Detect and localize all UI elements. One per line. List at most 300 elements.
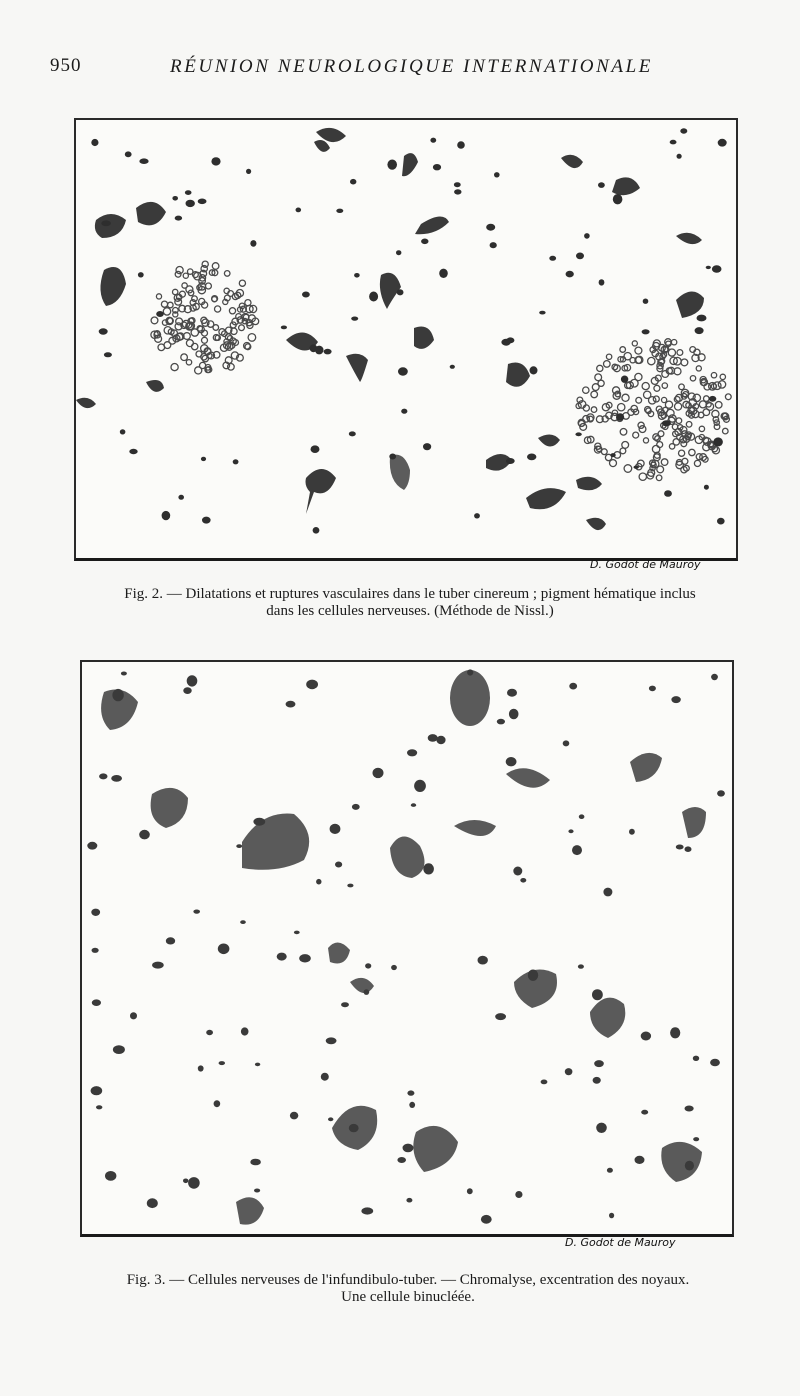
red-blood-cell (229, 308, 235, 314)
red-blood-cell (631, 379, 639, 387)
glial-nucleus (330, 824, 341, 834)
red-blood-cell (192, 343, 198, 349)
red-blood-cell (622, 442, 629, 449)
red-blood-cell (694, 460, 700, 466)
glial-nucleus (113, 1045, 125, 1054)
glial-nucleus (178, 495, 184, 500)
red-blood-cell (686, 422, 692, 428)
red-blood-cell (689, 449, 695, 455)
glial-nucleus (193, 910, 200, 914)
glial-nucleus (326, 1037, 337, 1044)
red-blood-cell (200, 362, 206, 368)
glial-nucleus (664, 490, 672, 497)
glial-nucleus (302, 292, 310, 298)
glial-nucleus (254, 1189, 260, 1193)
red-blood-cell (173, 289, 178, 294)
red-blood-cell (681, 359, 688, 366)
red-blood-cell (715, 402, 722, 409)
glial-nucleus (407, 749, 417, 756)
glial-nucleus (214, 1100, 221, 1107)
glial-nucleus (568, 829, 573, 833)
glial-nucleus (397, 289, 404, 295)
red-blood-cell (679, 450, 685, 456)
red-blood-cell (661, 459, 668, 466)
glial-nucleus (457, 141, 465, 149)
glial-nucleus (92, 999, 101, 1006)
glial-nucleus (389, 454, 396, 460)
glial-nucleus (643, 299, 649, 304)
red-blood-cell (604, 361, 611, 368)
red-blood-cell (643, 438, 648, 443)
red-blood-cell (639, 473, 646, 480)
glial-nucleus (693, 1056, 699, 1061)
red-blood-cell (163, 308, 170, 315)
red-blood-cell (642, 383, 649, 390)
glial-nucleus (183, 687, 191, 694)
red-blood-cell (632, 341, 637, 346)
red-blood-cell (652, 445, 659, 452)
glial-nucleus (598, 182, 605, 188)
pigment-laden-cell (390, 455, 410, 490)
glial-nucleus (596, 1123, 607, 1133)
glial-nucleus (138, 272, 144, 277)
glial-nucleus (530, 366, 538, 374)
red-blood-cell (161, 301, 167, 307)
glial-nucleus (474, 513, 480, 518)
glial-nucleus (497, 719, 505, 725)
red-blood-cell (668, 349, 675, 356)
red-blood-cell (591, 407, 597, 413)
glial-nucleus (467, 1188, 473, 1194)
red-blood-cell (156, 294, 161, 299)
red-blood-cell (601, 449, 607, 455)
red-blood-cell (624, 353, 631, 360)
glial-nucleus (403, 1144, 414, 1153)
figure-2-caption-line-2: dans les cellules nerveuses. (Méthode de Nissl.) (266, 603, 554, 619)
red-blood-cell (168, 302, 174, 308)
figure-2-caption (70, 586, 750, 620)
glial-nucleus (421, 239, 428, 245)
glial-nucleus (478, 956, 488, 965)
figure-2-artist-signature: D. Godot de Mauroy (590, 558, 701, 571)
red-blood-cell (662, 383, 667, 388)
glial-nucleus (125, 151, 132, 157)
glial-nucleus (541, 1080, 548, 1085)
red-blood-cell (635, 347, 642, 354)
nerve-cells (101, 670, 706, 1225)
glial-nucleus (324, 349, 332, 355)
glial-nucleus (414, 780, 426, 792)
glial-nucleus (139, 830, 150, 840)
glial-nucleus (349, 431, 356, 436)
glial-nucleus (364, 989, 370, 995)
red-blood-cell (671, 340, 676, 345)
glial-nucleus (321, 1073, 329, 1081)
red-blood-cell (248, 334, 256, 342)
glial-nucleus (166, 937, 175, 944)
glial-nucleus (299, 954, 311, 962)
red-blood-cell (597, 365, 603, 371)
glial-nucleus (662, 420, 671, 426)
glial-nucleus (111, 775, 122, 782)
glial-nucleus (706, 266, 711, 269)
red-blood-cell (164, 327, 171, 334)
glial-nucleus (685, 1106, 694, 1112)
red-blood-cell (648, 357, 655, 364)
red-blood-cell (662, 397, 667, 402)
glial-nucleus (717, 790, 725, 796)
figure-2-drawing (76, 120, 736, 558)
glial-nucleus (575, 432, 581, 436)
red-blood-cell (690, 376, 695, 381)
glial-nucleus (579, 814, 585, 819)
glial-nucleus (152, 962, 164, 969)
glial-nucleus (680, 128, 687, 133)
figure-3-caption (88, 1272, 728, 1306)
glial-nuclei (87, 669, 725, 1223)
red-blood-cell (656, 475, 662, 481)
glial-nucleus (336, 209, 343, 213)
glial-nucleus (506, 757, 517, 766)
glial-nucleus (611, 453, 616, 457)
red-blood-cell (183, 273, 188, 278)
figure-3-illustration (80, 660, 734, 1237)
red-blood-cell (606, 354, 611, 359)
glial-nucleus (563, 740, 570, 746)
glial-nucleus (481, 1215, 492, 1224)
glial-nucleus (296, 208, 302, 213)
glial-nucleus (112, 689, 123, 701)
glial-nucleus (147, 1198, 158, 1208)
glial-nucleus (685, 846, 692, 852)
red-blood-cell (699, 426, 704, 431)
red-blood-cell (205, 283, 211, 289)
glial-nucleus (250, 240, 256, 247)
glial-nucleus (198, 1065, 204, 1071)
glial-nucleus (281, 326, 287, 330)
glial-nucleus (428, 734, 438, 742)
red-blood-cell (613, 387, 620, 394)
glial-nucleus (717, 518, 725, 525)
glial-nucleus (565, 1068, 573, 1075)
glial-nucleus (697, 315, 707, 322)
glial-nucleus (430, 138, 436, 143)
glial-nucleus (712, 265, 722, 273)
glial-nucleus (172, 196, 178, 201)
red-blood-cell (624, 465, 632, 473)
red-blood-cell (636, 397, 642, 403)
red-blood-cell (675, 403, 682, 410)
figure-3-caption-line-1: Fig. 3. — Cellules nerveuses de l'infundibulo-tuber. — Chromalyse, excentration des noyaux. (126, 1272, 690, 1288)
glial-nucleus (634, 466, 639, 469)
glial-nucleus (129, 449, 137, 454)
glial-nucleus (246, 169, 251, 174)
red-blood-cell (239, 280, 245, 286)
glial-nucleus (685, 1161, 694, 1171)
glial-nucleus (515, 1191, 522, 1198)
glial-nucleus (616, 413, 624, 421)
glial-nucleus (635, 1156, 645, 1164)
glial-nucleus (718, 139, 727, 147)
glial-nucleus (328, 1117, 333, 1121)
red-blood-cell (679, 384, 685, 390)
red-blood-cell (196, 351, 202, 357)
glial-nucleus (609, 1213, 614, 1219)
glial-nucleus (695, 327, 704, 334)
red-blood-cell (725, 394, 731, 400)
glial-nucleus (670, 140, 677, 145)
glial-nucleus (423, 443, 431, 450)
glial-nucleus (572, 845, 582, 855)
glial-nucleus (286, 701, 296, 708)
glial-nucleus (423, 863, 434, 874)
glial-nucleus (411, 803, 416, 807)
red-blood-cell (620, 347, 626, 353)
blood-vessel-cluster-right (576, 339, 731, 481)
glial-nucleus (255, 1063, 260, 1067)
glial-nucleus (406, 1198, 412, 1203)
glial-nucleus (454, 189, 461, 194)
glial-nucleus (162, 511, 171, 520)
glial-nucleus (96, 1105, 102, 1109)
glial-nucleus (211, 157, 220, 165)
glial-nucleus (87, 842, 97, 850)
glial-nucleus (407, 1090, 414, 1095)
red-blood-cell (622, 394, 629, 401)
glial-nucleus (369, 292, 378, 302)
glial-nucleus (566, 271, 574, 278)
red-blood-cell (158, 344, 165, 351)
glial-nucleus (92, 948, 99, 953)
glial-nucleus (490, 242, 497, 248)
running-header-title: RÉUNION NEUROLOGIQUE INTERNATIONALE (170, 56, 653, 77)
glial-nucleus (539, 311, 545, 315)
glial-nucleus (104, 352, 112, 357)
glial-nucleus (396, 250, 401, 255)
glial-nucleus (206, 1030, 213, 1035)
glial-nucleus (290, 1112, 298, 1120)
red-blood-cell (224, 271, 230, 277)
glial-nucleus (186, 200, 195, 207)
red-blood-cell (712, 447, 719, 454)
glial-nucleus (569, 683, 577, 690)
red-blood-cell (591, 391, 598, 398)
glial-nucleus (709, 396, 716, 402)
glial-nucleus (603, 888, 612, 897)
glial-nucleus (584, 233, 590, 239)
figure-3-caption-line-2: Une cellule binucléée. (341, 1289, 475, 1305)
red-blood-cell (595, 374, 602, 381)
glial-nucleus (187, 675, 198, 686)
glial-nucleus (306, 680, 318, 690)
red-blood-cell (676, 418, 682, 424)
glial-nucleus (454, 182, 461, 187)
glial-nucleus (202, 517, 211, 524)
glial-nucleus (315, 346, 324, 355)
red-blood-cell (212, 263, 219, 270)
glial-nucleus (313, 527, 320, 534)
glial-nucleus (175, 216, 182, 221)
red-blood-cell (201, 317, 207, 323)
red-blood-cell (202, 337, 208, 343)
glial-nucleus (677, 154, 682, 159)
glial-nucleus (219, 1061, 225, 1065)
red-blood-cell (723, 428, 729, 434)
red-blood-cell (620, 448, 626, 454)
glial-nucleus (507, 689, 517, 697)
glial-nucleus (693, 1137, 699, 1141)
glial-nucleus (439, 269, 448, 278)
red-blood-cell (696, 366, 701, 371)
glial-nucleus (528, 970, 538, 981)
glial-nucleus (713, 437, 723, 446)
glial-nucleus (409, 1102, 415, 1108)
red-blood-cell (618, 404, 625, 411)
glial-nucleus (549, 256, 556, 261)
red-blood-cell (583, 387, 589, 393)
glial-nucleus (641, 1032, 651, 1041)
glial-nucleus (629, 829, 635, 835)
red-blood-cell (633, 432, 639, 438)
glial-nucleus (506, 337, 514, 343)
glial-nucleus (341, 1002, 349, 1007)
glial-nucleus (486, 224, 495, 231)
glial-nucleus (621, 376, 628, 383)
glial-nucleus (433, 164, 441, 170)
glial-nucleus (236, 844, 242, 848)
glial-nucleus (387, 160, 397, 170)
glial-nucleus (201, 457, 206, 461)
glial-nucleus (241, 1027, 249, 1035)
glial-nucleus (253, 818, 265, 826)
glial-nucleus (349, 1124, 359, 1132)
glial-nucleus (520, 878, 526, 883)
glial-nucleus (91, 139, 98, 146)
figure-2-illustration (74, 118, 738, 561)
glial-nucleus (352, 804, 360, 810)
glial-nucleus (351, 317, 358, 321)
figure-3-artist-signature: D. Godot de Mauroy (565, 1236, 676, 1249)
glial-nucleus (599, 279, 605, 285)
glial-nucleus (130, 1012, 137, 1019)
glial-nucleus (350, 179, 356, 185)
glial-nucleus (513, 867, 522, 876)
glial-nucleus (450, 365, 455, 369)
figure-3-drawing (82, 662, 732, 1234)
red-blood-cell (215, 306, 221, 312)
red-blood-cell (171, 364, 178, 371)
glial-nucleus (671, 696, 680, 703)
red-blood-cell (677, 350, 683, 356)
glial-nucleus (391, 965, 397, 970)
red-blood-cell (649, 397, 656, 404)
red-blood-cell (620, 429, 627, 436)
glial-nucleus (250, 1159, 261, 1166)
glial-nucleus (592, 989, 603, 1000)
figure-2-caption-line-1: Fig. 2. — Dilatations et ruptures vasculaires dans le tuber cinereum ; pigment hématique inclus (124, 586, 696, 602)
glial-nucleus (711, 674, 718, 680)
glial-nucleus (494, 172, 500, 177)
glial-nucleus (156, 311, 164, 317)
glial-nucleus (185, 190, 192, 195)
red-blood-cell (639, 426, 646, 433)
red-blood-cell (654, 385, 660, 391)
glial-nucleus (676, 845, 684, 850)
glial-nucleus (401, 409, 407, 414)
glial-nucleus (506, 458, 515, 464)
glial-nucleus (495, 1013, 506, 1020)
red-blood-cell (186, 286, 193, 293)
glial-nucleus (183, 1179, 188, 1184)
page-number: 950 (50, 55, 82, 76)
glial-nucleus (139, 158, 148, 164)
glial-nucleus (101, 220, 111, 226)
glial-nucleus (233, 459, 239, 464)
glial-nucleus (397, 1157, 406, 1163)
glial-nucleus (335, 862, 342, 868)
red-blood-cell (713, 382, 721, 390)
glial-nucleus (607, 1168, 613, 1173)
red-blood-cell (720, 374, 725, 379)
red-blood-cell (239, 325, 245, 331)
red-blood-cell (202, 261, 208, 267)
red-blood-cell (186, 360, 191, 365)
glial-nucleus (91, 1086, 103, 1095)
glial-nucleus (347, 884, 353, 888)
red-blood-cell (213, 325, 219, 331)
glial-nucleus (594, 1060, 604, 1067)
glial-nucleus (316, 879, 321, 885)
glial-nucleus (704, 485, 709, 490)
glial-nucleus (576, 253, 584, 260)
red-blood-cell (658, 431, 664, 437)
glial-nucleus (120, 429, 126, 434)
glial-nucleus (354, 273, 360, 278)
glial-nucleus (91, 909, 100, 916)
glial-nucleus (642, 329, 650, 334)
glial-nucleus (277, 953, 287, 961)
glial-nucleus (373, 768, 384, 778)
glial-nucleus (578, 964, 584, 968)
glial-nucleus (121, 672, 127, 676)
glial-nucleus (670, 1027, 680, 1038)
glial-nucleus (527, 454, 536, 461)
glial-nucleus (311, 445, 320, 453)
red-blood-cell (181, 354, 188, 361)
glial-nucleus (361, 1207, 373, 1214)
glial-nucleus (649, 686, 656, 692)
red-blood-cell (198, 326, 205, 333)
glial-nucleus (613, 194, 623, 204)
red-blood-cell (711, 373, 716, 378)
glial-nucleus (593, 1077, 601, 1084)
glial-nucleus (294, 931, 300, 935)
red-blood-cell (188, 269, 193, 274)
glial-nucleus (467, 669, 473, 675)
red-blood-cell (718, 381, 725, 388)
blood-vessel-cluster-left (151, 261, 259, 374)
glial-nucleus (365, 963, 371, 968)
glial-nucleus (710, 1059, 720, 1067)
glial-nucleus (198, 199, 207, 205)
glial-nucleus (99, 328, 108, 334)
glial-nucleus (641, 1110, 648, 1115)
glial-nucleus (188, 1177, 200, 1189)
glial-nucleus (436, 736, 445, 744)
glial-nucleus (509, 709, 519, 720)
glial-nucleus (218, 944, 230, 955)
glial-nucleus (99, 773, 107, 779)
